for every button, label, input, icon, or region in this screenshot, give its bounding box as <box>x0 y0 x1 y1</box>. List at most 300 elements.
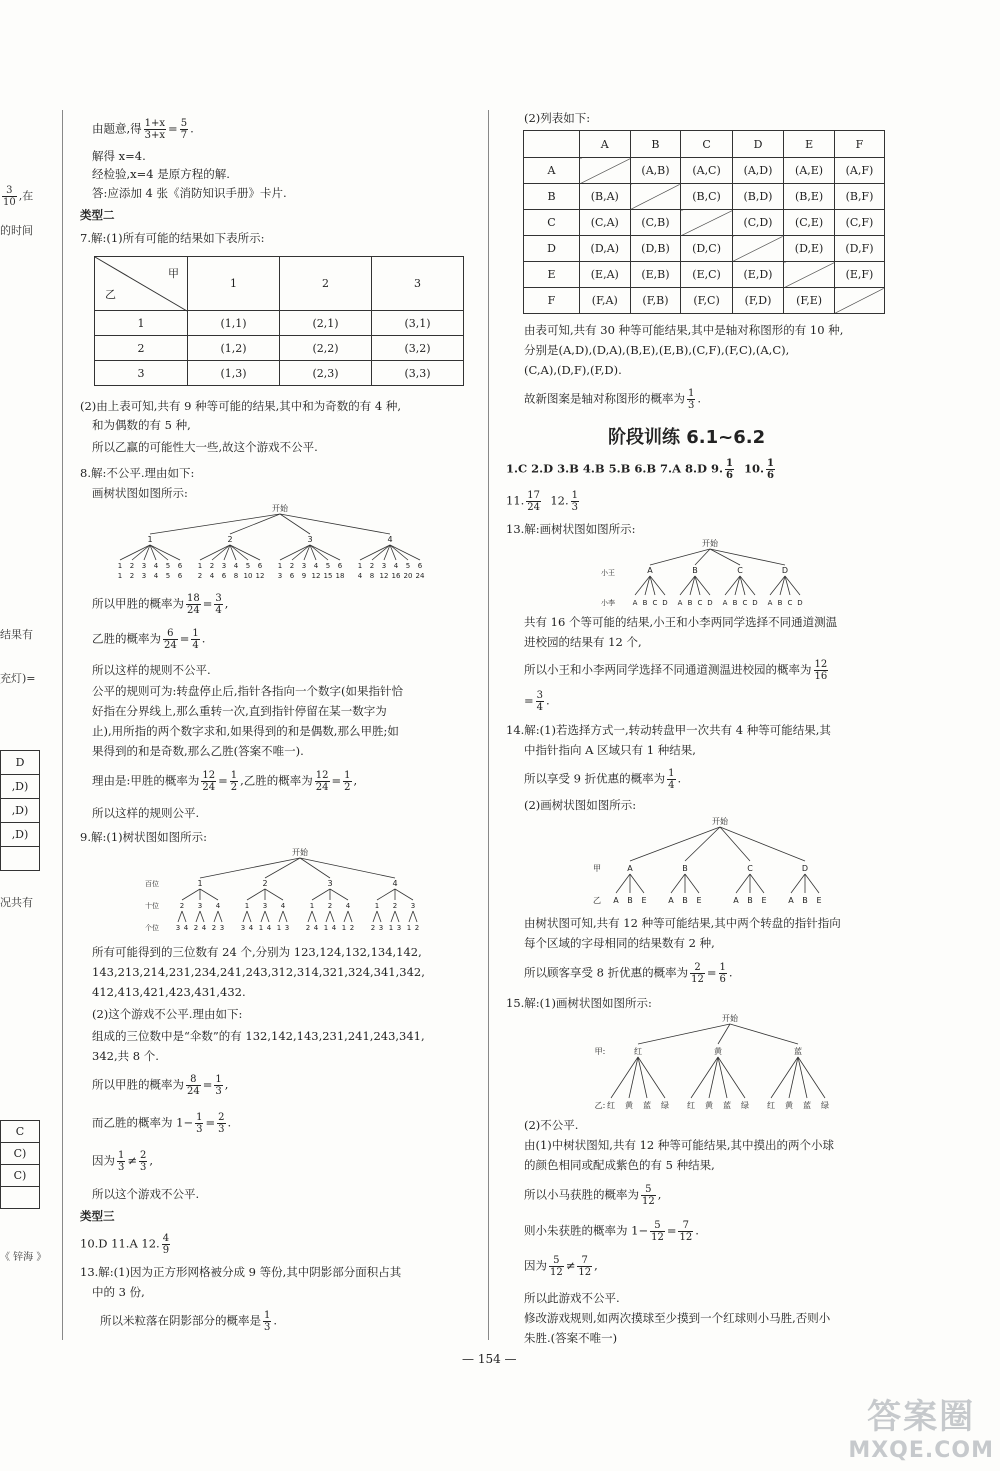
tree-branch <box>736 874 750 893</box>
tree-node-label: B <box>682 896 688 905</box>
table-row: D (D,A) (D,B) (D,C) (D,E) (D,F) <box>524 236 885 262</box>
question-14: 14.解:(1)若选择方式一,转动转盘甲一次共有 4 种等可能结果,其 <box>506 723 831 737</box>
tree-node-label: A <box>733 896 739 905</box>
text-line: (2)这个游戏不公平.理由如下: <box>92 1007 243 1021</box>
tree-branch <box>413 911 417 922</box>
text-line: 143,213,214,231,234,241,243,312,314,321,324,341,342, <box>92 965 425 979</box>
text-line: 所以此游戏不公平. <box>524 1291 620 1305</box>
tree-branch <box>638 1057 665 1098</box>
table-header: 2 <box>280 257 372 311</box>
tree-level-label: 乙 <box>593 896 601 905</box>
tree-node-label: 6 <box>177 562 183 570</box>
question-8: 8.解:不公平.理由如下: <box>80 466 195 480</box>
equation-line: 所以顾客享受 8 折优惠的概率为 $\frac{2}{12}$ = $\frac{1}{6}$ . <box>524 962 733 985</box>
tree-branch <box>685 874 699 893</box>
tree-branch <box>798 1057 825 1098</box>
tree-level-label: 小李 <box>601 599 615 607</box>
tree-node-label: 4 <box>313 924 319 932</box>
tree-node-label: 4 <box>387 535 393 544</box>
tree-branch <box>150 514 280 534</box>
tree-product-label: 2 <box>129 572 135 580</box>
tree-node-label: 蓝 <box>803 1101 811 1110</box>
tree-node-label: B <box>802 896 808 905</box>
tree-branch <box>196 911 200 922</box>
margin-table: D ,D) ,D) ,D) <box>0 750 40 871</box>
text-line: 解得 x=4. <box>92 149 146 163</box>
tree-node-label: 1 <box>388 924 394 932</box>
question-9: 9.解:(1)树状图如图所示: <box>80 830 208 844</box>
tree-node-label: 6 <box>337 562 343 570</box>
tree-node-label: 绿 <box>741 1101 749 1110</box>
text-line: 答:应添加 4 张《消防知识手册》卡片. <box>92 186 287 200</box>
tree-node-label: 3 <box>240 924 246 932</box>
tree-node-label: E <box>816 896 822 905</box>
tree-branch <box>710 549 785 565</box>
text-line: 每个区域的字母相同的结果数有 2 种, <box>524 936 715 950</box>
header-jia: 甲 <box>168 267 179 280</box>
tree-product-label: 2 <box>197 572 203 580</box>
tree-node-label: 红 <box>687 1101 695 1110</box>
margin-text: $\frac{3}{10}$ ,在 <box>3 185 34 208</box>
tree-product-label: 9 <box>301 572 307 580</box>
tree-node-label: 1 <box>357 562 363 570</box>
margin-text: 况共有 <box>0 896 33 909</box>
tree-node-label: 1 <box>341 924 347 932</box>
equation-line: 由题意,得 $\frac{1+x}{3+x}$ = $\frac{5}{7}$ . <box>92 118 194 141</box>
text-line: 由表可知,共有 30 种等可能结果,其中是轴对称图形的有 10 种, <box>524 323 844 337</box>
tree-node-label: 3 <box>175 924 181 932</box>
tree-node-label: B <box>747 896 753 905</box>
tree-node-label: 红 <box>634 1047 642 1056</box>
tree-product-label: 3 <box>277 572 283 580</box>
tree-node-label: 4 <box>248 924 254 932</box>
tree-product-label: 10 <box>243 572 253 580</box>
tree-root-label: 开始 <box>292 848 308 857</box>
tree-branch <box>200 858 300 878</box>
tree-branch <box>718 1024 730 1044</box>
tree-node-label: A <box>647 566 653 575</box>
tree-branch <box>638 1024 730 1044</box>
tree-node-label: 蓝 <box>723 1101 731 1110</box>
text-line: (2)由上表可知,共有 9 种等可能的结果,其中和为奇数的有 4 种, <box>80 399 402 413</box>
question-7: 7.解:(1)所有可能的结果如下表所示: <box>80 231 265 245</box>
tree-branch <box>395 889 413 900</box>
tree-root-label: 开始 <box>272 504 288 513</box>
diagonal-header-cell <box>95 257 188 311</box>
tree-node-label: 2 <box>327 902 333 910</box>
tree-node-label: 1 <box>374 902 380 910</box>
tree-branch <box>312 911 316 922</box>
text-line: 和为偶数的有 5 种, <box>92 418 191 432</box>
text-line: 分别是(A,D),(D,A),(B,E),(E,B),(C,F),(F,C),(A,C), <box>524 343 790 357</box>
tree-product-label: 4 <box>153 572 159 580</box>
tree-branch <box>265 889 283 900</box>
text-line: (2)列表如下: <box>524 111 591 125</box>
margin-text: 《 锌海 》 <box>0 1252 47 1263</box>
tree-node-label: 2 <box>129 562 135 570</box>
tree-branch <box>720 827 750 861</box>
tree-level-label: 十位 <box>145 902 159 910</box>
tree-node-label: 3 <box>262 902 268 910</box>
table-row: 2 (1,2) (2,2) (3,2) <box>95 336 464 361</box>
tree-root-label: 开始 <box>702 539 718 548</box>
tree-branch <box>200 911 204 922</box>
tree-node-label: 2 <box>349 924 355 932</box>
equation-line: 理由是:甲胜的概率为 $\frac{12}{24}$ = $\frac{1}{2}$ ,乙胜的概率为 $\frac{12}{24}$ = $\frac{1}{2}$ , <box>92 770 358 793</box>
tree-branch <box>230 514 280 534</box>
tree-node-label: 1 <box>309 902 315 910</box>
tree-branch <box>805 874 819 893</box>
tree-node-label: C <box>747 864 753 873</box>
tree-branch <box>771 1057 798 1098</box>
tree-branch <box>395 911 399 922</box>
tree-product-label: 12 <box>379 572 389 580</box>
equation-line: 而乙胜的概率为 1− $\frac{1}{3}$ = $\frac{2}{3}$ . <box>92 1112 232 1135</box>
tree-branch <box>300 858 395 878</box>
text-line: (2)不公平. <box>524 1118 579 1132</box>
table-q7 <box>94 256 464 386</box>
tree-node-label: A <box>677 599 683 607</box>
tree-branch <box>214 911 218 922</box>
tree-node-label: B <box>777 599 783 607</box>
tree-branch <box>630 827 720 861</box>
table-row: F (F,A) (F,B) (F,C) (F,D) (F,E) <box>524 288 885 314</box>
equation-line: 所以甲胜的概率为 $\frac{8}{24}$ = $\frac{1}{3}$ , <box>92 1074 229 1097</box>
tree-node-label: 2 <box>370 924 376 932</box>
text-line: 412,413,421,423,431,432. <box>92 985 246 999</box>
tree-branch <box>218 911 222 922</box>
tree-branch <box>265 911 269 922</box>
tree-node-label: 4 <box>280 902 286 910</box>
tree-level-label: 个位 <box>145 924 159 932</box>
tree-branch <box>391 911 395 922</box>
tree-node-label: A <box>767 599 773 607</box>
table-row: B (B,A) (B,C) (B,D) (B,E) (B,F) <box>524 184 885 210</box>
tree-node-label: 黄 <box>785 1101 793 1110</box>
tree-node-label: 1 <box>244 902 250 910</box>
table-row: C (C,A) (C,B) (C,D) (C,E) (C,F) <box>524 210 885 236</box>
tree-node-label: 黄 <box>714 1047 722 1056</box>
equation-line: 乙胜的概率为 $\frac{6}{24}$ = $\frac{1}{4}$ . <box>92 628 206 651</box>
tree-branch <box>377 911 381 922</box>
tree-node-label: 1 <box>197 879 203 888</box>
tree-product-label: 4 <box>209 572 215 580</box>
answer-line: 10.D 11.A 12. $\frac{4}{9}$ <box>80 1233 170 1256</box>
tree-node-label: 3 <box>221 562 227 570</box>
text-line: (2)画树状图如图所示: <box>524 798 637 812</box>
tree-product-label: 12 <box>255 572 265 580</box>
tree-branch <box>377 889 395 900</box>
tree-branch <box>247 889 265 900</box>
tree-branch <box>750 874 764 893</box>
tree-product-label: 18 <box>335 572 345 580</box>
section-title: 阶段训练 6.1~6.2 <box>608 427 766 448</box>
tree-node-label: A <box>788 896 794 905</box>
tree-branch <box>279 911 283 922</box>
tree-diagram-q14 <box>585 815 835 910</box>
tree-node-label: 5 <box>405 562 411 570</box>
tree-product-label: 6 <box>177 572 183 580</box>
tree-branch <box>718 1057 745 1098</box>
tree-node-label: 3 <box>301 562 307 570</box>
tree-node-label: 2 <box>414 924 420 932</box>
table-row: 1 (1,1) (2,1) (3,1) <box>95 311 464 336</box>
tree-branch <box>630 874 644 893</box>
tree-node-label: 3 <box>307 535 313 544</box>
column-rule <box>62 110 63 1340</box>
tree-branch <box>685 827 720 861</box>
tree-node-label: A <box>668 896 674 905</box>
tree-product-label: 12 <box>311 572 321 580</box>
tree-branch <box>409 911 413 922</box>
text-line: (C,A),(D,F),(F,D). <box>524 363 622 377</box>
tree-node-label: E <box>696 896 702 905</box>
tree-product-label: 15 <box>323 572 333 580</box>
text-line: 由树状图可知,共有 12 种等可能结果,其中两个转盘的指针指向 <box>524 916 841 930</box>
answer-line: 1.C 2.D 3.B 4.B 5.B 6.B 7.A 8.D 9. $\frac{1}{6}$ 10. $\frac{1}{6}$ <box>506 458 774 481</box>
tree-node-label: 绿 <box>661 1101 669 1110</box>
tree-node-label: 3 <box>141 562 147 570</box>
table-header: 3 <box>372 257 464 311</box>
tree-product-label: 8 <box>233 572 239 580</box>
tree-node-label: 2 <box>209 562 215 570</box>
text-line: 好指在分界线上,那么重转一次,直到指针停留在某一数字为 <box>92 704 387 718</box>
tree-branch <box>312 889 330 900</box>
tree-node-label: 3 <box>381 562 387 570</box>
text-line: 修改游戏规则,如两次摸球至少摸到一个红球则小马胜,否则小 <box>524 1311 831 1325</box>
header-yi: 乙 <box>105 288 116 301</box>
equation-line: 因为 $\frac{5}{12}$ ≠ $\frac{7}{12}$ , <box>524 1255 598 1278</box>
text-line: 画树状图如图所示: <box>92 486 188 500</box>
text-line: 342,共 8 个. <box>92 1049 159 1063</box>
tree-node-label: 3 <box>378 924 384 932</box>
text-line: 所以这样的规则不公平. <box>92 663 211 677</box>
table-pairs <box>523 130 885 314</box>
tree-root-label: 开始 <box>722 1014 738 1023</box>
tree-node-label: 1 <box>117 562 123 570</box>
tree-node-label: 2 <box>211 924 217 932</box>
tree-node-label: A <box>722 599 728 607</box>
tree-node-label: 2 <box>392 902 398 910</box>
answer-line: 11. $\frac{17}{24}$ 12. $\frac{1}{3}$ <box>506 490 579 513</box>
table-row: E (E,A) (E,B) (E,C) (E,D) (E,F) <box>524 262 885 288</box>
tree-node-label: B <box>687 599 693 607</box>
table-row: 3 (1,3) (2,3) (3,3) <box>95 361 464 386</box>
tree-node-label: 3 <box>396 924 402 932</box>
tree-node-label: 4 <box>201 924 207 932</box>
tree-node-label: 4 <box>266 924 272 932</box>
tree-node-label: 2 <box>369 562 375 570</box>
tree-node-label: C <box>737 566 743 575</box>
tree-node-label: 3 <box>327 879 333 888</box>
tree-node-label: 4 <box>392 879 398 888</box>
tree-branch <box>720 827 805 861</box>
tree-node-label: 6 <box>257 562 263 570</box>
text-line: 所以乙赢的可能性大一些,故这个游戏不公平. <box>92 440 318 454</box>
table-row: A (A,B) (A,C) (A,D) (A,E) (A,F) <box>524 158 885 184</box>
text-line: 中的 3 份, <box>92 1285 145 1299</box>
tree-branch <box>261 911 265 922</box>
tree-node-label: B <box>627 896 633 905</box>
tree-branch <box>247 911 251 922</box>
tree-branch <box>330 889 348 900</box>
section-heading: 类型三 <box>80 1209 115 1223</box>
tree-node-label: B <box>692 566 698 575</box>
tree-node-label: D <box>752 599 758 607</box>
tree-node-label: 5 <box>325 562 331 570</box>
tree-node-label: 5 <box>165 562 171 570</box>
tree-diagram-q8 <box>117 502 440 582</box>
text-line: 所有可能得到的三位数有 24 个,分别为 123,124,132,134,142, <box>92 945 422 959</box>
tree-branch <box>710 549 740 565</box>
tree-node-label: C <box>787 599 793 607</box>
column-rule <box>488 110 489 1340</box>
question-13: 13.解:画树状图如图所示: <box>506 522 636 536</box>
tree-node-label: 绿 <box>821 1101 829 1110</box>
tree-node-label: D <box>781 566 789 575</box>
tree-node-label: 4 <box>345 902 351 910</box>
tree-node-label: 1 <box>258 924 264 932</box>
tree-node-label: 4 <box>313 562 319 570</box>
tree-node-label: 3 <box>410 902 416 910</box>
tree-node-label: 4 <box>153 562 159 570</box>
tree-branch <box>344 911 348 922</box>
text-line: 中指针指向 A 区域只有 1 种结果, <box>524 743 696 757</box>
tree-node-label: C <box>652 599 658 607</box>
text-line: 公平的规则可为:转盘停止后,指针各指向一个数字(如果指针恰 <box>92 684 404 698</box>
tree-branch <box>182 889 200 900</box>
text-line: 共有 16 个等可能的结果,小王和小李两同学选择不同通道测温 <box>524 615 838 629</box>
tree-node-label: 4 <box>233 562 239 570</box>
tree-level-label: 甲 <box>593 864 601 873</box>
tree-node-label: 黄 <box>705 1101 713 1110</box>
margin-text: 的时间 <box>0 224 33 237</box>
tree-product-label: 24 <box>415 572 425 580</box>
tree-node-label: 2 <box>227 535 233 544</box>
tree-level-label: 百位 <box>145 880 159 888</box>
watermark-logo: 答案圈 MXQE.COM <box>848 1397 994 1463</box>
equation-line: 所以小王和小李两同学选择不同通道测温进校园的概率为 $\frac{12}{16}$ <box>524 659 828 682</box>
tree-level-label: 乙: <box>594 1101 606 1110</box>
tree-node-label: 3 <box>284 924 290 932</box>
tree-node-label: 红 <box>607 1101 615 1110</box>
tree-node-label: 黄 <box>625 1101 633 1110</box>
tree-node-label: D <box>707 599 713 607</box>
section-heading: 类型二 <box>80 208 115 222</box>
text-line: 组成的三位数中是“伞数”的有 132,142,143,231,241,243,341, <box>92 1029 425 1043</box>
tree-node-label: 2 <box>289 562 295 570</box>
margin-text: 充灯)= <box>0 672 36 685</box>
text-line: 由(1)中树状图知,共有 12 种等可能结果,其中摸出的两个小球 <box>524 1138 835 1152</box>
tree-branch <box>283 911 287 922</box>
text-line: 果得到的和是奇数,那么乙胜(答案不唯一). <box>92 744 304 758</box>
tree-node-label: 4 <box>215 902 221 910</box>
text-line: 止),用所指的两个数字求和,如果得到的和是偶数,那么甲胜;如 <box>92 724 399 738</box>
tree-node-label: 蓝 <box>794 1047 802 1056</box>
tree-product-label: 20 <box>403 572 413 580</box>
text-line: 所以这个游戏不公平. <box>92 1187 200 1201</box>
tree-branch <box>200 889 218 900</box>
tree-node-label: 2 <box>193 924 199 932</box>
tree-branch <box>691 1057 718 1098</box>
tree-branch <box>671 874 685 893</box>
tree-node-label: 6 <box>417 562 423 570</box>
tree-node-label: A <box>627 864 633 873</box>
margin-table: C C) C) <box>0 1120 40 1209</box>
tree-node-label: 蓝 <box>643 1101 651 1110</box>
tree-node-label: 4 <box>331 924 337 932</box>
tree-node-label: 4 <box>393 562 399 570</box>
tree-branch <box>182 911 186 922</box>
tree-branch <box>650 549 710 565</box>
equation-line: = $\frac{3}{4}$ . <box>524 690 550 713</box>
tree-node-label: A <box>632 599 638 607</box>
tree-product-label: 5 <box>165 572 171 580</box>
tree-level-label: 甲: <box>594 1047 606 1056</box>
text-line: 进校园的结果有 12 个, <box>524 635 642 649</box>
tree-branch <box>265 858 300 878</box>
tree-branch <box>616 874 630 893</box>
tree-diagram-q15 <box>590 1012 850 1112</box>
tree-node-label: 1 <box>276 924 282 932</box>
text-line: 的颜色相同或配成紫色的有 5 种结果, <box>524 1158 715 1172</box>
tree-branch <box>730 1024 798 1044</box>
question-13: 13.解:(1)因为正方形网格被分成 9 等份,其中阴影部分面积占其 <box>80 1265 402 1279</box>
equation-line: 所以享受 9 折优惠的概率为 $\frac{1}{4}$ . <box>524 768 682 791</box>
tree-node-label: D <box>801 864 809 873</box>
tree-diagram-q9 <box>140 846 440 934</box>
tree-product-label: 8 <box>369 572 375 580</box>
text-line: 经检验,x=4 是原方程的解. <box>92 167 230 181</box>
tree-branch <box>178 911 182 922</box>
tree-level-label: 小王 <box>601 569 615 577</box>
tree-branch <box>326 911 330 922</box>
text-line: 朱胜.(答案不唯一) <box>524 1331 618 1345</box>
tree-node-label: C <box>742 599 748 607</box>
tree-node-label: B <box>732 599 738 607</box>
tree-node-label: D <box>797 599 803 607</box>
margin-text: 结果有 <box>0 628 33 641</box>
tree-node-label: 1 <box>197 562 203 570</box>
tree-product-label: 16 <box>391 572 401 580</box>
equation-line: 所以米粒落在阴影部分的概率是 $\frac{1}{3}$ . <box>100 1310 278 1333</box>
tree-product-label: 1 <box>117 572 123 580</box>
tree-node-label: E <box>761 896 767 905</box>
tree-product-label: 3 <box>141 572 147 580</box>
tree-branch <box>330 911 334 922</box>
tree-branch <box>611 1057 638 1098</box>
equation-line: 所以小马获胜的概率为 $\frac{5}{12}$ , <box>524 1184 662 1207</box>
table-header: 1 <box>188 257 280 311</box>
tree-node-label: 红 <box>767 1101 775 1110</box>
tree-node-label: 1 <box>323 924 329 932</box>
tree-node-label: 3 <box>197 902 203 910</box>
page-number: — 154 — <box>462 1352 517 1366</box>
question-15: 15.解:(1)画树状图如图所示: <box>506 996 652 1010</box>
equation-line: 因为 $\frac{1}{3}$ ≠ $\frac{2}{3}$ , <box>92 1150 154 1173</box>
tree-node-label: 2 <box>305 924 311 932</box>
tree-node-label: B <box>642 599 648 607</box>
tree-node-label: 4 <box>183 924 189 932</box>
tree-product-label: 6 <box>289 572 295 580</box>
tree-node-label: 5 <box>245 562 251 570</box>
equation-line: 所以甲胜的概率为 $\frac{18}{24}$ = $\frac{3}{4}$ , <box>92 593 229 616</box>
tree-branch <box>373 911 377 922</box>
tree-node-label: 2 <box>179 902 185 910</box>
tree-product-label: 4 <box>357 572 363 580</box>
tree-node-label: 1 <box>406 924 412 932</box>
equation-line: 则小朱获胜的概率为 1− $\frac{5}{12}$ = $\frac{7}{12}$ . <box>524 1220 699 1243</box>
